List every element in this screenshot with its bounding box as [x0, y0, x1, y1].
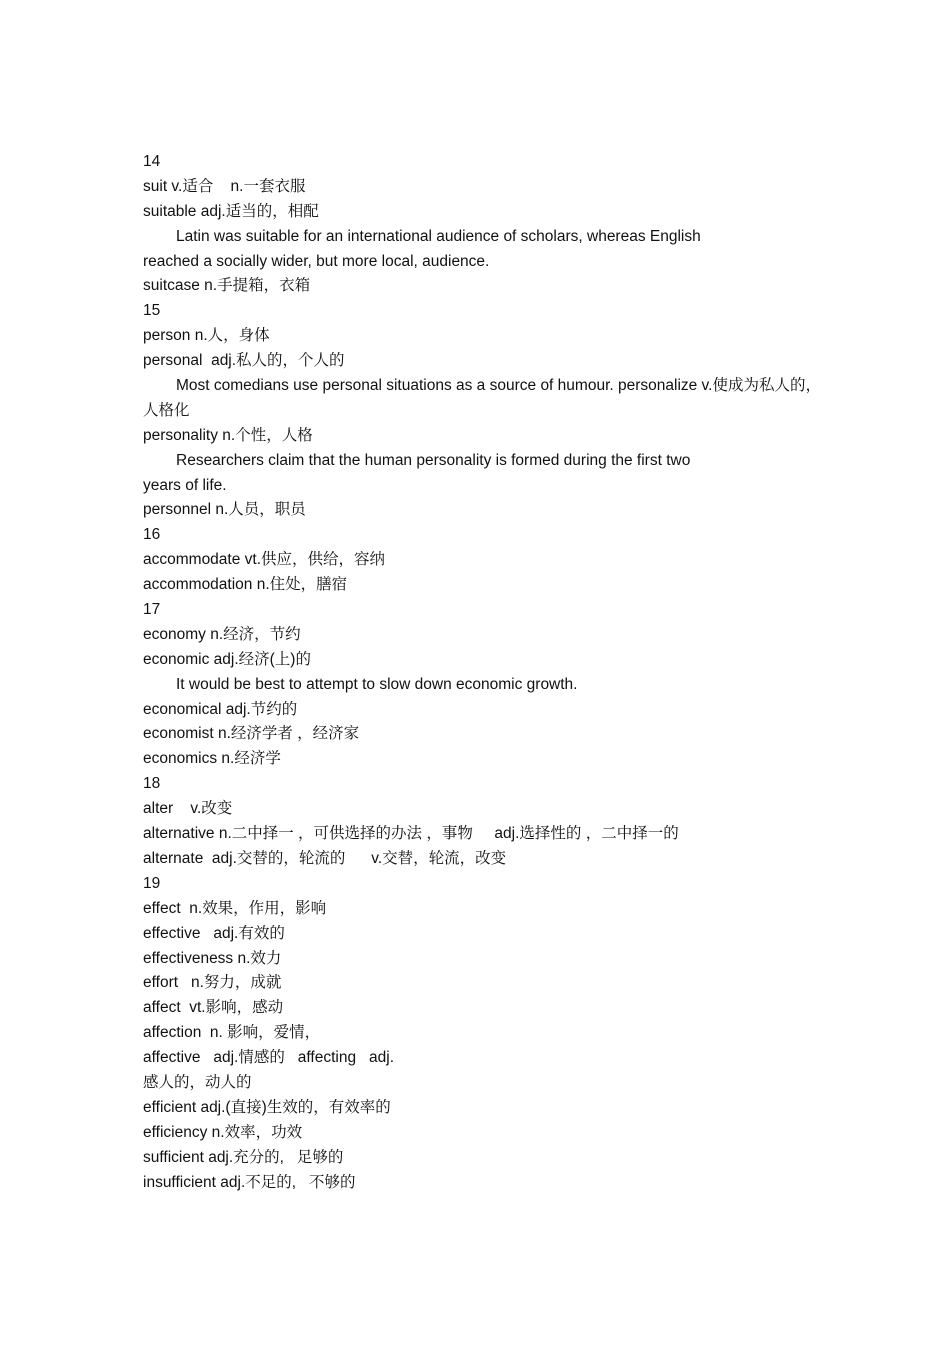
example-sentence-continued: years of life. — [143, 476, 227, 494]
entry-accommodation: accommodation n.住处，膳宿 — [143, 576, 348, 594]
entry-personal: personal adj.私人的，个人的 — [143, 352, 345, 370]
example-sentence-continued: 人格化 — [143, 401, 190, 419]
entry-suit: suit v.适合 n.一套衣服 — [143, 177, 306, 195]
entry-efficient: efficient adj.(直接)生效的，有效率的 — [143, 1098, 391, 1116]
entry-effect: effect n.效果，作用，影响 — [143, 899, 327, 917]
section-number: 14 — [143, 153, 161, 170]
example-sentence: Researchers claim that the human personality is formed during the first two — [176, 451, 691, 469]
entry-effectiveness: effectiveness n.效力 — [143, 949, 282, 967]
section-number: 17 — [143, 601, 161, 619]
entry-efficiency: efficiency n.效率，功效 — [143, 1123, 303, 1141]
entry-affecting-meaning: 感人的，动人的 — [143, 1073, 252, 1091]
vocabulary-page — [143, 150, 821, 1195]
entry-personnel: personnel n.人员，职员 — [143, 501, 306, 519]
entry-alternative: alternative n.二中择一 ，可供选择的办法 ，事物 adj.选择性的 ，二中择一的 — [143, 825, 679, 843]
entry-economy: economy n.经济，节约 — [143, 625, 301, 643]
entry-alter: alter v.改变 — [143, 800, 233, 818]
entry-suitcase: suitcase n.手提箱，衣箱 — [143, 277, 311, 295]
entry-person: person n.人，身体 — [143, 327, 270, 345]
example-sentence-continued: reached a socially wider, but more local, audience. — [143, 252, 490, 270]
example-sentence: Latin was suitable for an international audience of scholars, whereas English — [176, 227, 701, 245]
section-number: 15 — [143, 302, 161, 320]
entry-economical: economical adj.节约的 — [143, 700, 298, 718]
entry-accommodate: accommodate vt.供应，供给，容纳 — [143, 551, 386, 569]
entry-affection: affection n. 影响，爱情， — [143, 1024, 321, 1042]
entry-economic: economic adj.经济(上)的 — [143, 650, 311, 668]
section-number: 19 — [143, 874, 161, 892]
section-number: 16 — [143, 526, 161, 544]
entry-sufficient: sufficient adj.充分的, 足够的 — [143, 1148, 344, 1166]
example-sentence: It would be best to attempt to slow down economic growth. — [176, 675, 578, 693]
section-number: 18 — [143, 775, 161, 793]
entry-alternate: alternate adj.交替的，轮流的 v.交替，轮流，改变 — [143, 849, 507, 867]
entry-economics: economics n.经济学 — [143, 750, 281, 768]
entry-effort: effort n.努力，成就 — [143, 974, 282, 992]
entry-insufficient: insufficient adj.不足的, 不够的 — [143, 1173, 356, 1191]
example-sentence: Most comedians use personal situations as a source of humour. personalize v.使成为私人的， — [176, 377, 821, 395]
entry-affective: affective adj.情感的 affecting adj. — [143, 1049, 394, 1067]
entry-affect: affect vt.影响，感动 — [143, 999, 284, 1017]
entry-suitable: suitable adj.适当的，相配 — [143, 202, 319, 220]
entry-personality: personality n.个性，人格 — [143, 426, 313, 444]
entry-effective: effective adj.有效的 — [143, 924, 285, 942]
entry-economist: economist n.经济学者 ，经济家 — [143, 725, 360, 743]
